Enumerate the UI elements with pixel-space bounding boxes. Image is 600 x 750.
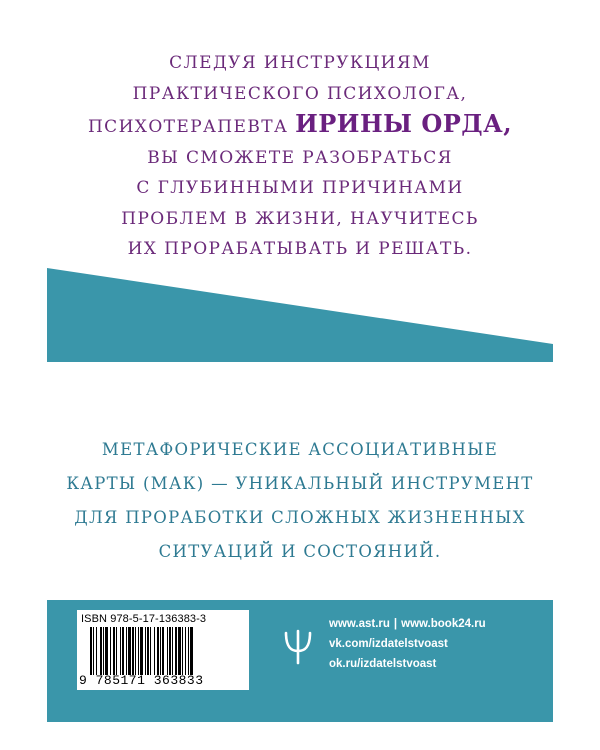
- barcode-bar: [126, 627, 127, 675]
- barcode-bar: [190, 627, 193, 675]
- bottom-blurb: [47, 433, 553, 569]
- publisher-band: [47, 600, 553, 722]
- barcode-bar: [167, 627, 168, 675]
- top-blurb-line: С ГЛУБИННЫМИ ПРИЧИНАМИ: [136, 178, 464, 198]
- barcode-bar: [90, 627, 92, 675]
- barcode-bar: [135, 627, 136, 675]
- top-blurb-line: ПРОБЛЕМ В ЖИЗНИ, НАУЧИТЕСЬ: [121, 208, 479, 229]
- barcode-bar: [160, 627, 161, 675]
- top-blurb-line: ВЫ СМОЖЕТЕ РАЗОБРАТЬСЯ: [147, 147, 453, 168]
- barcode-bar: [162, 627, 164, 675]
- top-blurb-line: ИХ ПРОРАБАТЫВАТЬ И РЕШАТЬ.: [127, 239, 473, 259]
- barcode-bar: [169, 627, 171, 675]
- link-separator: |: [393, 618, 398, 630]
- top-blurb: [47, 48, 553, 265]
- barcode-bar: [128, 627, 131, 675]
- publisher-links: [329, 614, 486, 674]
- barcode-bar: [150, 627, 151, 675]
- barcode-bar: [103, 627, 104, 675]
- top-blurb-line-prefix: ПСИХОТЕРАПЕВТА: [87, 117, 289, 137]
- barcode-bar: [113, 627, 115, 675]
- link-vk[interactable]: vk.com/izdatelstvoast: [329, 638, 448, 650]
- barcode-bar: [185, 627, 186, 675]
- barcode: [77, 610, 249, 690]
- barcode-bar: [172, 627, 173, 675]
- bottom-blurb-line: ДЛЯ ПРОРАБОТКИ СЛОЖНЫХ ЖИЗНЕННЫХ: [74, 508, 526, 527]
- barcode-bar: [100, 627, 102, 675]
- link-book24[interactable]: www.book24.ru: [401, 618, 486, 630]
- bottom-blurb-line: МЕТАФОРИЧЕСКИЕ АССОЦИАТИВНЫЕ: [101, 440, 499, 459]
- links-row: [329, 614, 486, 634]
- barcode-bar: [147, 627, 149, 675]
- top-blurb-line: СЛЕДУЯ ИНСТРУКЦИЯМ: [169, 53, 431, 73]
- psi-icon: [283, 627, 313, 667]
- top-blurb-line: [47, 109, 553, 143]
- barcode-bar: [178, 627, 181, 675]
- link-ast[interactable]: www.ast.ru: [329, 618, 390, 630]
- isbn-label: ISBN 978-5-17-136383-3: [81, 613, 207, 625]
- barcode-bar: [93, 627, 94, 675]
- barcode-bar: [138, 627, 139, 675]
- barcode-bar: [175, 627, 177, 675]
- teal-wedge: [47, 268, 553, 362]
- barcode-bar: [122, 627, 124, 675]
- back-cover: [47, 0, 553, 750]
- barcode-bars: [89, 627, 239, 675]
- barcode-bar: [188, 627, 189, 675]
- author-name: ИРИНЫ ОРДА,: [295, 109, 513, 138]
- barcode-bar: [110, 627, 111, 675]
- bottom-blurb-line: СИТУАЦИЙ И СОСТОЯНИЙ.: [158, 542, 442, 561]
- barcode-bar: [154, 627, 155, 675]
- barcode-bar: [157, 627, 159, 675]
- barcode-bar: [96, 627, 97, 675]
- bottom-blurb-line: КАРТЫ (МАК) — УНИКАЛЬНЫЙ ИНСТРУМЕНТ: [66, 474, 534, 493]
- barcode-digits: 9 785171 363833: [79, 673, 204, 688]
- barcode-bar: [132, 627, 134, 675]
- top-blurb-line: ПРАКТИЧЕСКОГО ПСИХОЛОГА,: [132, 83, 468, 104]
- barcode-bar: [182, 627, 183, 675]
- barcode-bar: [145, 627, 146, 675]
- barcode-bar: [120, 627, 121, 675]
- link-ok[interactable]: ok.ru/izdatelstvoast: [329, 658, 437, 670]
- barcode-bar: [116, 627, 117, 675]
- barcode-bar: [105, 627, 108, 675]
- barcode-bar: [140, 627, 143, 675]
